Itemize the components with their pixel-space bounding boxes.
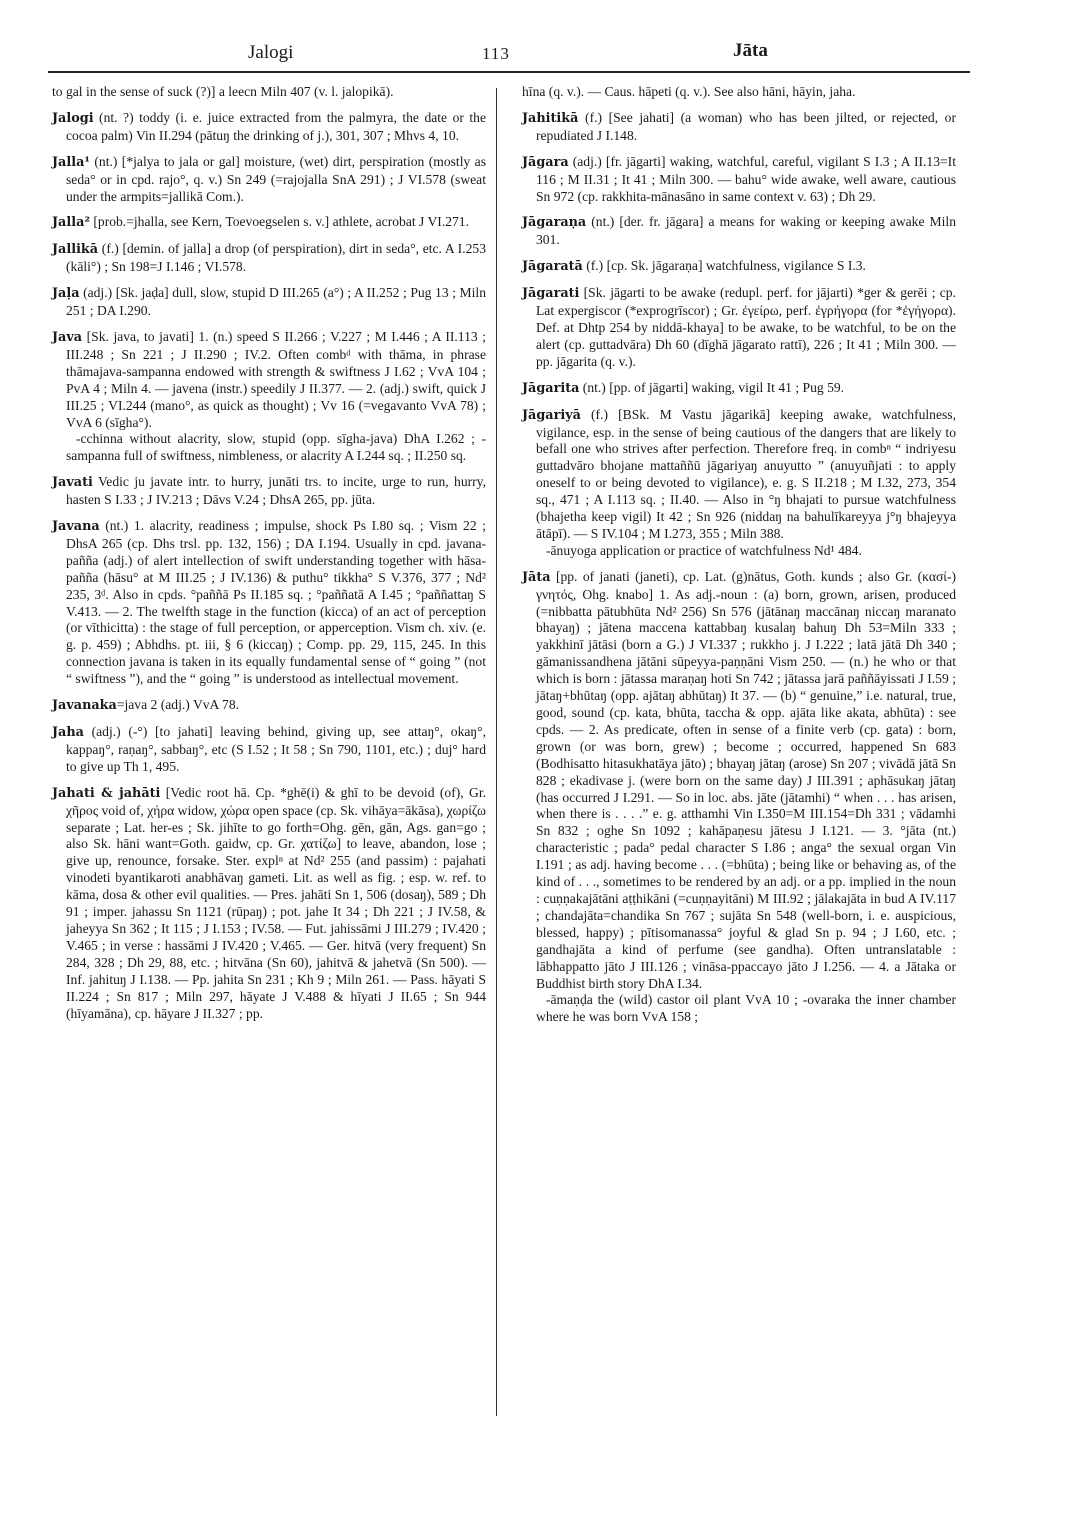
dictionary-entry	[52, 724, 486, 776]
entry-definition: (adj.) [fr. jāgarti] waking, watchful, careful, vigilant S I.3 ; A II.13=It 116 ; M II.31 ; It 41 ; Miln 300. — bahu° wide awake, well aware, cautious Sn 972 (cp. rakkhita-mānasāno in same context v. 63) ; Dh 29.	[536, 153, 956, 204]
dictionary-entry	[52, 474, 486, 509]
entry-definition: (nt.) [*jalya to jala or gal] moisture, (wet) dirt, perspiration (mostly as seda° or in cpd. rajo°, q. v.) Sn 249 (=rajojalla SnA 291) ; J VI.578 (sweat under the armpits=jallikā Com.).	[66, 153, 486, 204]
entry-headword: Jāgarita	[522, 380, 580, 396]
dictionary-entry	[52, 329, 486, 465]
entry-headword: Javati	[52, 475, 93, 491]
column-divider	[496, 88, 497, 1416]
page-header	[50, 38, 970, 70]
entry-headword: Java	[52, 329, 83, 345]
dictionary-entry	[522, 380, 956, 398]
dictionary-entry	[522, 84, 956, 101]
entry-compounds: -āmaṇḍa the (wild) castor oil plant VvA 10 ; -ovaraka the inner chamber where he was born VvA 158 ;	[536, 992, 956, 1025]
entry-definition: hīna (q. v.). — Caus. hāpeti (q. v.). See also hāni, hāyin, jaha.	[522, 84, 856, 99]
dictionary-entry	[52, 110, 486, 145]
dictionary-entry	[522, 407, 956, 560]
entry-definition: (nt.) [pp. of jāgarti] waking, vigil It 41 ; Pug 59.	[579, 379, 845, 395]
entry-compounds: -ānuyoga application or practice of watchfulness Nd¹ 484.	[546, 542, 862, 558]
entry-definition: Vedic ju javate intr. to hurry, junāti trs. to incite, urge to run, hurry, hasten S I.33 ; J IV.213 ; Dāvs V.24 ; DhsA 265, pp. jūta.	[66, 474, 486, 508]
entry-definition: (f.) [demin. of jalla] a drop (of perspiration), dirt in seda°, etc. A I.253 (kāli°) ; Sn 198=J I.146 ; VI.578.	[66, 241, 486, 275]
entry-definition: (nt. ?) toddy (i. e. juice extracted from the palmyra, the date or the cocoa palm) Vin II.294 (pātuŋ the drinking of j.), 301, 307 ; Mhvs 4, 10.	[66, 109, 486, 143]
entry-headword: Jaha	[52, 725, 84, 740]
entry-headword: Jāta	[522, 569, 551, 585]
dictionary-entry	[52, 785, 486, 1023]
entry-headword: Jāgaraṇa	[522, 215, 587, 231]
entry-definition: (adj.) [Sk. jaḍa] dull, slow, stupid D III.265 (a°) ; A II.252 ; Pug 13 ; Miln 251 ; DA I.290.	[66, 285, 486, 319]
dictionary-entry	[52, 285, 486, 320]
entry-definition: (f.) [cp. Sk. jāgaraṇa] watchfulness, vigilance S I.3.	[582, 258, 866, 274]
dictionary-entry	[52, 154, 486, 206]
entry-headword: Jāgarati	[522, 286, 580, 302]
entry-definition: (f.) [BSk. M Vastu jāgarikā] keeping awake, watchfulness, vigilance, esp. in the sense of being cautious of the dangers that are likely to befall one who strives after perfection. Therefore freq. in combⁿ “ indriyesu guttadvāro bhojane mattaññū jāgariyaŋ anuyutto ” (anuyuñjati : to apply oneself to or being devoted to vigilance), e. g. S II.218 ; M I.32, 273, 354 sq., 471 ; A I.113 sq. ; II.40. — Also in °ŋ bhajati to pursue watchfulness (bhajetha keep vigil) It 42 ; Sn 926 (niddaŋ na bahulīkareyya j°ŋ bhajeyya ātāpī). — S IV.104 ; M I.273, 355 ; Miln 388.	[536, 406, 956, 541]
right-column	[522, 84, 956, 1035]
dictionary-entry	[522, 154, 956, 206]
dictionary-entry	[522, 285, 956, 371]
entry-definition: to gal in the sense of suck (?)] a leecn Miln 407 (v. l. jalopikā).	[52, 84, 394, 99]
entry-headword: Javana	[52, 519, 100, 535]
entry-headword: Jalla¹	[52, 154, 90, 170]
entry-definition: [Sk. java, to javati] 1. (n.) speed S II.266 ; V.227 ; M I.446 ; A II.113 ; III.248 ; Sn 221 ; J II.290 ; IV.2. Often combᵈ with thāma, in phrase thāmajava-sampanna endowed with strength & swiftness J I.62 ; VvA 104 ; PvA 4 ; Miln 4. — javena (instr.) speedily J II.377. — 2. (adj.) swift, quick J III.25 ; VI.244 (mano°, as quick as thought) ; Vv 16 (=vegavanto VvA 78) ; VvA 6 (sīgha°).	[66, 328, 486, 430]
page-number: 113	[482, 44, 510, 63]
entry-headword: Jāgara	[522, 154, 569, 170]
dictionary-entry	[522, 214, 956, 249]
entry-definition: (nt.) [der. fr. jāgara] a means for waking or keeping awake Miln 301.	[536, 214, 956, 248]
left-guide-word: Jalogi	[248, 42, 294, 63]
entry-definition: =java 2 (adj.) VvA 78.	[116, 697, 240, 713]
entry-compounds: -cchinna without alacrity, slow, stupid (opp. sīgha-java) DhA I.262 ; -sampanna full of swiftness, nimbleness, or alacrity A I.244 sq. ; II.250 sq.	[66, 431, 486, 464]
dictionary-entry	[522, 258, 956, 276]
entry-headword: Jāgaratā	[522, 259, 583, 275]
entry-definition: (adj.) (-°) [to jahati] leaving behind, giving up, see attaŋ°, okaŋ°, kappaŋ°, raṇaŋ°, sabbaŋ°, etc (S I.52 ; It 58 ; Sn 790, 1101, etc.) ; duj° hard to give up Th 1, 495.	[66, 724, 486, 774]
entry-definition: [Sk. jāgarti to be awake (redupl. perf. for jājarti) *ger & gerēi ; cp. Lat expergiscor (*exprogrīscor) ; Gr. ἐγείρω, perf. ἐγρήγορα (for *ἐγήγορα). Def. at Dhtp 254 by niddā-khaya] to be awake, to be watchful, to be on the alert (cp. guttadvāra) Dh 60 (dīghā jāgarato rattī), 226 ; It 41 ; Miln 300. — pp. jāgarita (q. v.).	[536, 285, 956, 369]
dictionary-entry	[52, 84, 486, 101]
left-column	[52, 84, 486, 1031]
entry-definition: [pp. of janati (janeti), cp. Lat. (g)nātus, Goth. kunds ; also Gr. (κασί-) γνητός, Ohg. knabo] 1. As adj.-noun : (a) born, grown, arisen, produced (=nibbatta pātubhūta Nd² 256) Sn 576 (jātānaŋ maccānaŋ niccaŋ maranato bhayaŋ) ; jātena maccena kattabbaŋ kusalaŋ bahuŋ Dh 53=Miln 333 ; yakkhinī jātāsi (born a G.) J VI.337 ; rukkho j. J I.222 ; latā jātā Dh 340 ; gāmanissandhena jātāni sūpeyya-paṇṇāni Vism 250. — (n.) he who or that which is born : jātassa maraṇaŋ hoti Sn 742 ; jātassa jarā paññāyissati J I.59 ; jātaŋ+bhūtaŋ (opp. ajātaŋ abhūtaŋ) It 37. — (b) “ genuine,” i.e. natural, true, good, sound (cp. kata, bhūta, taccha & opp. ajāta like akata, abhūta) : see cpds. — 2. As predicate, often in sense of a finite verb (cp. gata) : born, grown (or was born, grew) ; become ; occurred, happened Sn 683 (Bodhisatto hitasukhatāya jāto) ; bhayaŋ jātaŋ (arose) Sn 207 ; vivādā jātā Sn 828 ; ekadivase j. (were born on the same day) J III.391 ; aphāsukaŋ jātaŋ (has occurred J I.291. — So in loc. abs. jāte (jātamhi) “ when . . . has arisen, when there is . . . .” e. g. atthamhi Vin I.350=M III.154=Dh 331 ; vādamhi Sn 832 ; oghe Sn 1092 ; kahāpaṇesu jātesu J I.121. — 3. °jāta (nt.) characteristic ; pada° pedal character S I.86 ; anga° the sexual organ Vin I.191 ; as adj. having become . . . (=bhūta) ; being like or behaving as, of the kind of . . ., sometimes to be rendered by an adj. or a pp. implied in the noun : cuṇṇakajātāni aṭṭhikāni (=cuṇṇayitāni) M III.92 ; jālakajāta in bud A IV.117 ; chandajāta=chandika Sn 767 ; sujāta Sn 548 (well-born, i. e. auspicious, blessed, happy) ; pītisomanassa° joyful & glad Sn p. 94 ; J I.60, etc. ; gandhajāta a kind of perfume (see gandha). Often untranslatable : lābhappatto jāto J III.126 ; vināsa-ppaccayo jāto J I.256. — 4. a Jātaka or Buddhist birth story DhA I.34.	[536, 568, 956, 991]
entry-headword: Jahitikā	[522, 110, 579, 126]
entry-definition: [prob.=jhalla, see Kern, Toevoegselen s. v.] athlete, acrobat J VI.271.	[89, 214, 470, 230]
dictionary-entry	[52, 241, 486, 276]
entry-headword: Jaḷa	[52, 286, 80, 302]
entry-definition: (nt.) 1. alacrity, readiness ; impulse, shock Ps I.80 sq. ; Vism 22 ; DhsA 265 (cp. Dhs trsl. pp. 132, 156) ; DA I.194. Usually in cpd. javana-pañña (adj.) of alert intellection of swift understanding together with hāsa-pañña (hāsu° at M III.25 ; J IV.136) & puthu° tikkha° S V.376, 377 ; Nd² 235, 3ᵈ. Also in cpds. °paññā Ps II.185 sq. ; °paññatā A I.45 ; °paññattaŋ S V.413. — 2. The twelfth stage in the function (kicca) of an act of perception (or vīthicitta) : the stage of full perception, or apperception. Vism ch. xiv. (e. g. p. 459) ; Abhdhs. pt. iii, § 6 (kiccaŋ) ; Comp. pp. 29, 115, 245. In this connection javana is taken in its equally fundamental sense of “ going ” (not “ swiftness ”), and the “ going ” is understood as intellectual movement.	[66, 518, 486, 687]
dictionary-entry	[52, 214, 486, 232]
entry-definition: (f.) [See jahati] (a woman) who has been jilted, or rejected, or repudiated J I.148.	[536, 109, 956, 143]
entry-definition: [Vedic root hā. Cp. *ghē(i) & ghī to be devoid (of), Gr. χῆρος void of, χήρα widow, χώρα open space (cp. Sk. vihāya=ākāsa), χωρίζω separate ; Lat. her-es ; Sk. jihīte to go forth=Ohg. gēn, gān, Ags. gan=go ; also Sk. hāni want=Goth. gaidw, cp. Gr. χατίζω] to leave, abandon, lose ; give up, renounce, forsake. Ster. explⁿ at Nd² 255 (and passim) : pajahati vinodeti byantikaroti anabhāvaŋ gameti. Lit. as well as fig. ; esp. w. ref. to kāma, dosa & other evil qualities. — Pres. jahāti Sn 1, 506 (dosaŋ), 589 ; Dh 91 ; imper. jahassu Sn 1121 (rūpaŋ) ; pot. jahe It 34 ; Dh 221 ; J IV.58, & jaheyya Sn 362 ; It 115 ; J I.153 ; IV.58. — Fut. jahissāmi J III.279 ; IV.420 ; V.465 ; in verse : hassāmi J IV.420 ; V.465. — Ger. hitvā (very frequent) Sn 284, 328 ; Dh 29, 88, etc. ; hitvāna (Sn 60), jahitvā & jahetvā (Sn 500). — Inf. jahituŋ J I.138. — Pp. jahita Sn 231 ; Kh 9 ; Miln 261. — Pass. hāyati S II.224 ; Sn 817 ; Miln 297, hāyate J V.488 & hīyati J II.65 ; Sn 944 (hīyamāna), cp. hāyare J II.327 ; pp.	[66, 784, 487, 1021]
header-rule	[48, 71, 970, 73]
entry-headword: Javanaka	[52, 698, 117, 714]
entry-headword: Jāgariyā	[522, 407, 581, 423]
dictionary-entry	[52, 697, 486, 715]
dictionary-entry	[522, 110, 956, 145]
entry-headword: Jahati & jahāti	[52, 785, 161, 801]
entry-headword: Jalogi	[52, 110, 94, 126]
entry-headword: Jalla²	[52, 215, 90, 231]
entry-headword: Jallikā	[52, 242, 99, 258]
dictionary-entry	[52, 518, 486, 688]
right-guide-word: Jāta	[733, 40, 768, 61]
dictionary-entry	[522, 569, 956, 1026]
